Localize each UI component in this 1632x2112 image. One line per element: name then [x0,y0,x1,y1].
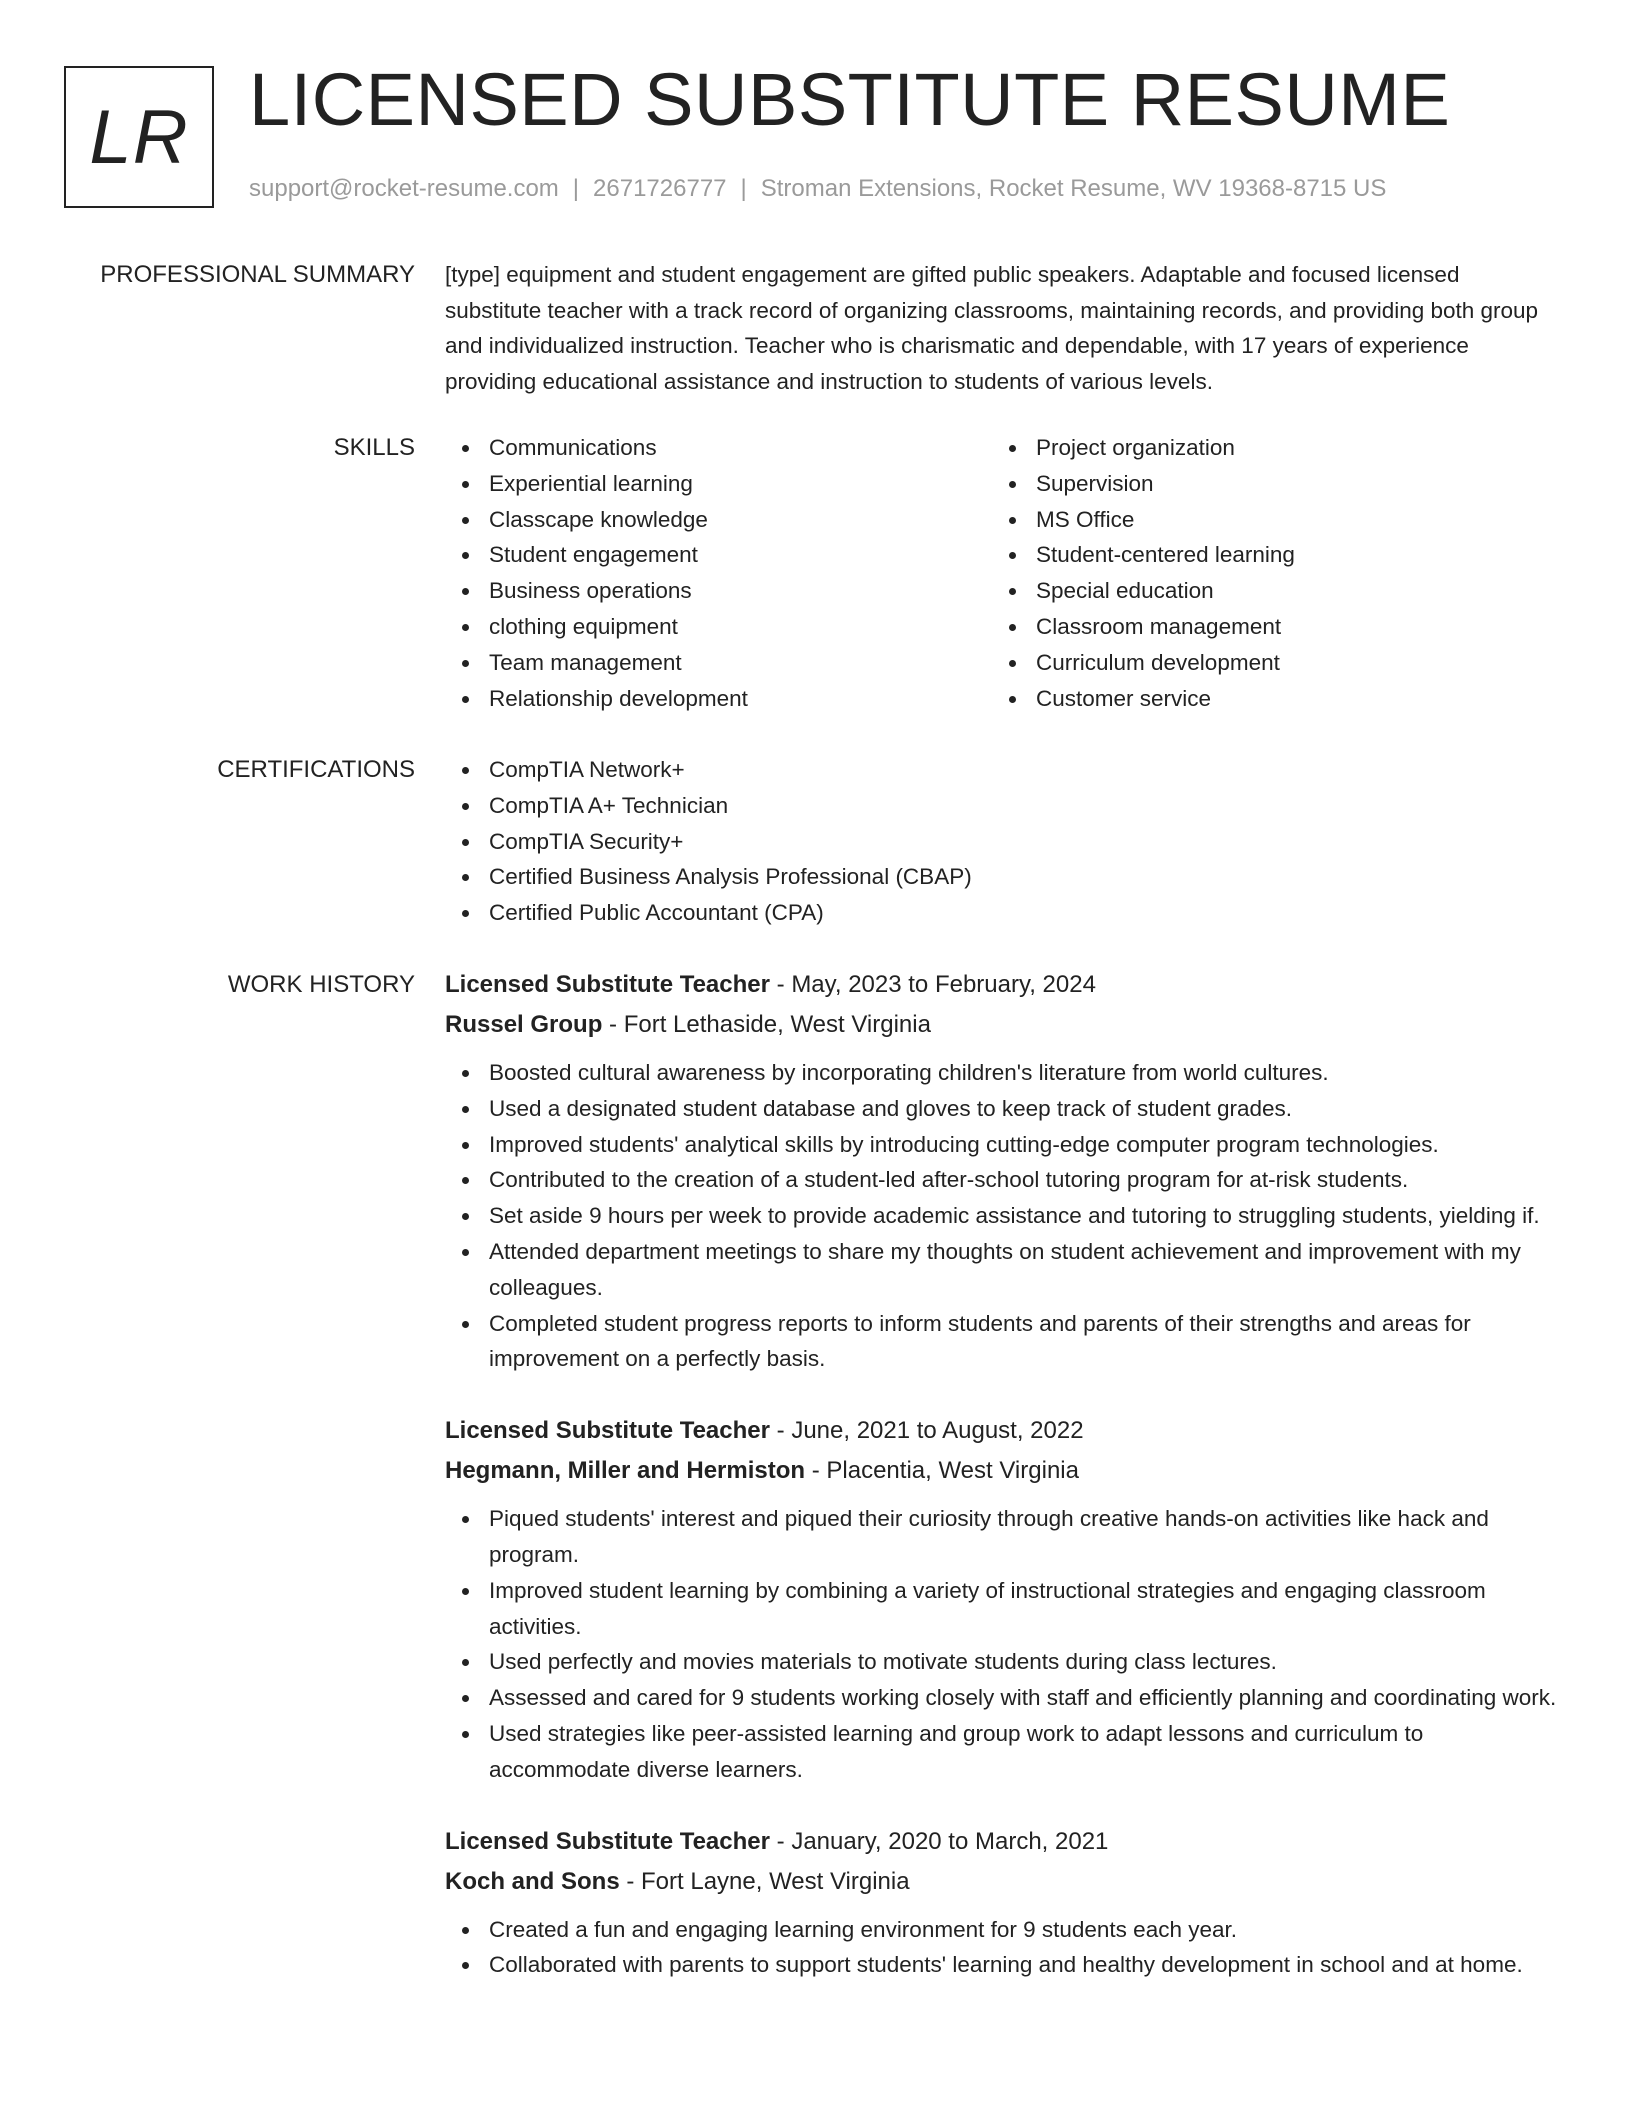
job-dates: - June, 2021 to August, 2022 [769,1417,1084,1445]
monogram-initials: LR [89,94,189,180]
resume-title: LICENSED SUBSTITUTE RESUME [249,58,1451,141]
list-item: Team management [445,645,992,681]
contact-phone: 2671726777 [593,175,727,202]
list-item: CompTIA A+ Technician [445,788,1560,824]
job-company-line [445,1005,1560,1045]
job-title: Licensed Substitute Teacher [445,1827,770,1855]
list-item: Collaborated with parents to support students' learning and healthy development in school and at home. [445,1947,1560,1983]
job-entry [445,1411,1560,1787]
list-item: Business operations [445,573,992,609]
work-history-heading: WORK HISTORY [227,971,415,998]
job-title: Licensed Substitute Teacher [445,1417,770,1445]
list-item: Created a fun and engaging learning environment for 9 students each year. [445,1912,1560,1948]
list-item: Piqued students' interest and piqued their curiosity through creative hands-on activities like hack and program. [445,1501,1560,1573]
job-company: Russel Group [445,1011,603,1038]
list-item: Relationship development [445,681,992,717]
list-item: Certified Business Analysis Professional (CBAP) [445,859,1560,895]
certifications-body [445,752,1560,931]
list-item: Communications [445,430,992,466]
skills-list-right [992,430,1539,716]
job-title-line [445,965,1560,1005]
list-item: Customer service [992,681,1539,717]
job-title: Licensed Substitute Teacher [445,971,770,998]
monogram-logo [64,66,214,208]
job-dates: - January, 2020 to March, 2021 [769,1827,1109,1855]
job-location: - Fort Lethaside, West Virginia [602,1011,931,1038]
summary-text: [type] equipment and student engagement are gifted public speakers. Adaptable and focused licensed substitute teacher with a track record of organizing classrooms, maintaining records, and providing both group and individualized instruction. Teacher who is charismatic and dependable, with 17 years of experience providing educational assistance and instruction to students of various levels. [445,262,1539,395]
summary-heading: PROFESSIONAL SUMMARY [100,261,415,288]
list-item: Student engagement [445,537,992,573]
list-item: clothing equipment [445,609,992,645]
list-item: Used a designated student database and gloves to keep track of student grades. [445,1091,1560,1127]
skills-body [445,430,1560,716]
list-item: Supervision [992,466,1539,502]
job-entry [445,965,1560,1377]
list-item: Curriculum development [992,645,1539,681]
list-item: Improved students' analytical skills by introducing cutting-edge computer program technologies. [445,1127,1560,1163]
list-item: Experiential learning [445,466,992,502]
certifications-list [445,752,1560,931]
list-item: Classroom management [992,609,1539,645]
list-item: Project organization [992,430,1539,466]
job-duties-list [445,1912,1560,1984]
job-location: - Fort Layne, West Virginia [619,1867,910,1895]
list-item: Improved student learning by combining a variety of instructional strategies and engaging classroom activities. [445,1573,1560,1645]
job-duties-list [445,1501,1560,1787]
job-location: - Placentia, West Virginia [805,1457,1079,1485]
job-title-line [445,1822,1560,1862]
list-item: Contributed to the creation of a student-led after-school tutoring program for at-risk students. [445,1162,1560,1198]
job-duties-list [445,1055,1560,1377]
contact-separator: | [572,175,580,202]
list-item: Completed student progress reports to inform students and parents of their strengths and areas for improvement on a perfectly basis. [445,1306,1560,1378]
list-item: Certified Public Accountant (CPA) [445,895,1560,931]
list-item: Student-centered learning [992,537,1539,573]
job-company: Hegmann, Miller and Hermiston [445,1457,806,1485]
skills-heading: SKILLS [333,434,415,461]
list-item: CompTIA Security+ [445,824,1560,860]
job-company: Koch and Sons [445,1867,620,1895]
summary-body [445,257,1560,400]
list-item: Set aside 9 hours per week to provide academic assistance and tutoring to struggling students, yielding if. [445,1198,1560,1234]
contact-email: support@rocket-resume.com [249,175,559,202]
list-item: Boosted cultural awareness by incorporating children's literature from world cultures. [445,1055,1560,1091]
list-item: Used strategies like peer-assisted learning and group work to adapt lessons and curriculum to accommodate diverse learners. [445,1716,1560,1788]
work-history-body [445,965,1560,2017]
contact-line [249,172,1386,206]
job-title-line [445,1411,1560,1451]
job-dates: - May, 2023 to February, 2024 [769,971,1096,998]
list-item: Used perfectly and movies materials to motivate students during class lectures. [445,1644,1560,1680]
list-item: Special education [992,573,1539,609]
list-item: Assessed and cared for 9 students working closely with staff and efficiently planning and coordinating work. [445,1680,1560,1716]
list-item: CompTIA Network+ [445,752,1560,788]
list-item: Classcape knowledge [445,502,992,538]
job-entry [445,1822,1560,1984]
job-company-line [445,1862,1560,1902]
certifications-heading: CERTIFICATIONS [217,756,415,783]
list-item: MS Office [992,502,1539,538]
list-item: Attended department meetings to share my thoughts on student achievement and improvement with my colleagues. [445,1234,1560,1306]
skills-list-left [445,430,992,716]
contact-separator: | [740,175,747,202]
contact-address: Stroman Extensions, Rocket Resume, WV 19368-8715 US [760,175,1387,202]
job-company-line [445,1451,1560,1491]
